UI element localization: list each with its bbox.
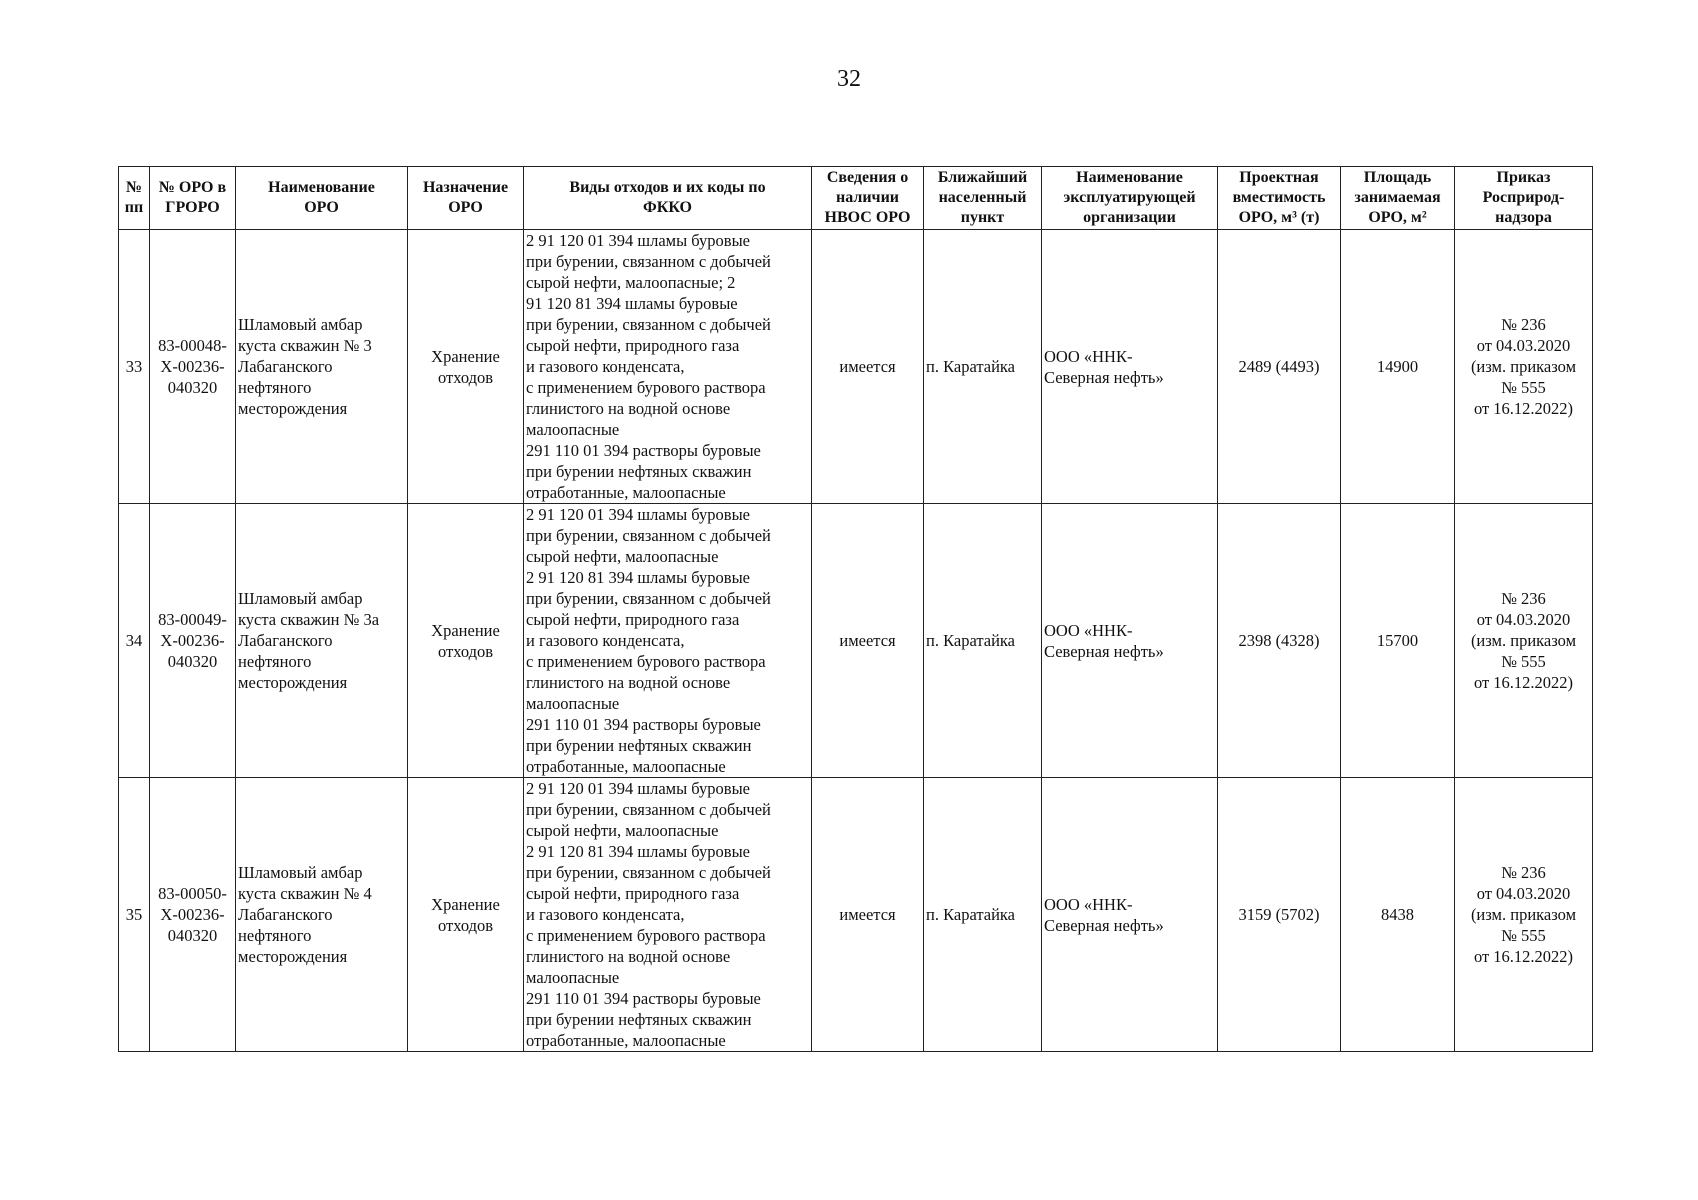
waste-line: с применением бурового раствора	[526, 652, 766, 671]
order-line: от 04.03.2020	[1476, 884, 1571, 903]
purpose-cell	[408, 778, 524, 1052]
table-row	[119, 504, 1593, 778]
waste-line: глинистого на водной основе	[526, 673, 731, 692]
order-line: № 555	[1501, 652, 1546, 671]
capacity-cell	[1218, 230, 1341, 504]
order-line: № 555	[1501, 926, 1546, 945]
row-number-cell	[119, 230, 150, 504]
area-text: 8438	[1381, 905, 1414, 924]
header-cell: Приказ Росприрод- надзора	[1455, 167, 1593, 230]
waste-line: и газового конденсата,	[526, 631, 685, 650]
area-text: 15700	[1376, 631, 1419, 650]
header-cell: № ОРО в ГРОРО	[150, 167, 236, 230]
order-line: от 04.03.2020	[1476, 610, 1571, 629]
waste-types-cell	[524, 230, 812, 504]
waste-line: глинистого на водной основе	[526, 947, 731, 966]
header-cell: Назначение ОРО	[408, 167, 524, 230]
purpose-line: Хранение	[431, 894, 500, 914]
area-cell	[1341, 778, 1455, 1052]
waste-line: сырой нефти, малоопасные; 2	[526, 273, 736, 292]
waste-line: глинистого на водной основе	[526, 399, 731, 418]
settlement-cell	[924, 504, 1042, 778]
name-line: Шламовый амбар	[238, 863, 363, 882]
waste-line: сырой нефти, природного газа	[526, 884, 740, 903]
order-line: № 236	[1501, 863, 1546, 882]
waste-line: при бурении, связанном с добычей	[526, 526, 771, 545]
organization-cell	[1042, 778, 1218, 1052]
purpose-line: отходов	[437, 915, 494, 935]
waste-line: и газового конденсата,	[526, 357, 685, 376]
organization-line: Северная нефть»	[1044, 915, 1164, 935]
header-cell: Наименование ОРО	[236, 167, 408, 230]
header-cell: Сведения о наличии НВОС ОРО	[812, 167, 924, 230]
order-line: от 16.12.2022)	[1473, 947, 1574, 966]
name-line: месторождения	[238, 673, 348, 692]
nvos-cell	[812, 230, 924, 504]
header-cell: Ближайший населенный пункт	[924, 167, 1042, 230]
waste-line: 2 91 120 81 394 шламы буровые	[526, 568, 751, 587]
waste-line: при бурении, связанном с добычей	[526, 589, 771, 608]
waste-line: с применением бурового раствора	[526, 378, 766, 397]
nvos-cell	[812, 778, 924, 1052]
purpose-line: отходов	[437, 641, 494, 661]
order-cell	[1455, 230, 1593, 504]
facility-name-cell	[236, 230, 408, 504]
area-cell	[1341, 230, 1455, 504]
waste-line: сырой нефти, природного газа	[526, 610, 740, 629]
waste-line: при бурении, связанном с добычей	[526, 315, 771, 334]
name-line: месторождения	[238, 947, 348, 966]
groro-line: 040320	[167, 378, 218, 397]
groro-line: 040320	[167, 926, 218, 945]
page-number: 32	[837, 66, 861, 92]
settlement-text: п. Каратайка	[926, 357, 1015, 376]
name-line: Шламовый амбар	[238, 315, 363, 334]
groro-line: Х-00236-	[160, 357, 225, 376]
name-line: куста скважин № 3а	[238, 610, 380, 629]
settlement-cell	[924, 778, 1042, 1052]
order-line: № 236	[1501, 589, 1546, 608]
table-header-row	[119, 167, 1593, 230]
groro-line: 83-00050-	[158, 884, 227, 903]
name-line: Шламовый амбар	[238, 589, 363, 608]
purpose-line: Хранение	[431, 346, 500, 366]
waste-line: 291 110 01 394 растворы буровые	[526, 441, 761, 460]
groro-line: 040320	[167, 652, 218, 671]
organization-line: ООО «ННК-	[1044, 894, 1133, 914]
settlement-text: п. Каратайка	[926, 631, 1015, 650]
capacity-text: 2489 (4493)	[1238, 357, 1320, 376]
num-text: 34	[125, 631, 143, 650]
num-text: 33	[125, 357, 143, 376]
organization-cell	[1042, 230, 1218, 504]
organization-cell	[1042, 504, 1218, 778]
name-line: Лабаганского	[238, 631, 333, 650]
header-cell: Площадь занимаемая ОРО, м²	[1341, 167, 1455, 230]
order-line: (изм. приказом	[1470, 631, 1577, 650]
header-cell: № пп	[119, 167, 150, 230]
order-cell	[1455, 504, 1593, 778]
order-line: (изм. приказом	[1470, 357, 1577, 376]
waste-line: сырой нефти, малоопасные	[526, 821, 719, 840]
capacity-cell	[1218, 778, 1341, 1052]
name-line: куста скважин № 4	[238, 884, 372, 903]
waste-line: при бурении, связанном с добычей	[526, 800, 771, 819]
purpose-cell	[408, 230, 524, 504]
order-line: от 16.12.2022)	[1473, 399, 1574, 418]
waste-line: 2 91 120 01 394 шламы буровые	[526, 231, 751, 250]
waste-line: сырой нефти, природного газа	[526, 336, 740, 355]
name-line: нефтяного	[238, 652, 312, 671]
name-line: Лабаганского	[238, 357, 333, 376]
row-number-cell	[119, 504, 150, 778]
capacity-text: 3159 (5702)	[1238, 905, 1320, 924]
nvos-text: имеется	[839, 357, 896, 376]
table-row	[119, 778, 1593, 1052]
waste-line: 2 91 120 81 394 шламы буровые	[526, 842, 751, 861]
nvos-cell	[812, 504, 924, 778]
name-line: нефтяного	[238, 926, 312, 945]
order-line: от 16.12.2022)	[1473, 673, 1574, 692]
waste-line: отработанные, малоопасные	[526, 1031, 726, 1050]
order-line: (изм. приказом	[1470, 905, 1577, 924]
capacity-cell	[1218, 504, 1341, 778]
waste-line: сырой нефти, малоопасные	[526, 547, 719, 566]
name-line: месторождения	[238, 399, 348, 418]
groro-line: 83-00049-	[158, 610, 227, 629]
organization-line: Северная нефть»	[1044, 367, 1164, 387]
header-cell: Наименование эксплуатирующей организации	[1042, 167, 1218, 230]
waste-line: при бурении нефтяных скважин	[526, 736, 752, 755]
name-line: нефтяного	[238, 378, 312, 397]
facility-name-cell	[236, 504, 408, 778]
waste-types-cell	[524, 778, 812, 1052]
settlement-text: п. Каратайка	[926, 905, 1015, 924]
waste-line: отработанные, малоопасные	[526, 483, 726, 502]
waste-types-cell	[524, 504, 812, 778]
waste-line: 2 91 120 01 394 шламы буровые	[526, 779, 751, 798]
purpose-line: отходов	[437, 367, 494, 387]
organization-line: Северная нефть»	[1044, 641, 1164, 661]
table-body	[119, 230, 1593, 1052]
waste-line: при бурении нефтяных скважин	[526, 1010, 752, 1029]
settlement-cell	[924, 230, 1042, 504]
order-cell	[1455, 778, 1593, 1052]
waste-line: 291 110 01 394 растворы буровые	[526, 989, 761, 1008]
waste-line: при бурении нефтяных скважин	[526, 462, 752, 481]
groro-number-cell	[150, 778, 236, 1052]
waste-line: при бурении, связанном с добычей	[526, 863, 771, 882]
organization-line: ООО «ННК-	[1044, 620, 1133, 640]
order-line: № 555	[1501, 378, 1546, 397]
waste-line: и газового конденсата,	[526, 905, 685, 924]
table-row	[119, 230, 1593, 504]
header-cell: Виды отходов и их коды по ФККО	[524, 167, 812, 230]
facility-name-cell	[236, 778, 408, 1052]
nvos-text: имеется	[839, 631, 896, 650]
waste-line: 291 110 01 394 растворы буровые	[526, 715, 761, 734]
purpose-cell	[408, 504, 524, 778]
waste-line: малоопасные	[526, 968, 620, 987]
row-number-cell	[119, 778, 150, 1052]
waste-line: с применением бурового раствора	[526, 926, 766, 945]
name-line: куста скважин № 3	[238, 336, 372, 355]
capacity-text: 2398 (4328)	[1238, 631, 1320, 650]
header-cell: Проектная вместимость ОРО, м³ (т)	[1218, 167, 1341, 230]
waste-facility-table	[118, 166, 1593, 1052]
waste-line: 2 91 120 01 394 шламы буровые	[526, 505, 751, 524]
order-line: № 236	[1501, 315, 1546, 334]
groro-line: 83-00048-	[158, 336, 227, 355]
waste-line: при бурении, связанном с добычей	[526, 252, 771, 271]
groro-line: Х-00236-	[160, 905, 225, 924]
nvos-text: имеется	[839, 905, 896, 924]
num-text: 35	[125, 905, 143, 924]
groro-line: Х-00236-	[160, 631, 225, 650]
waste-line: 91 120 81 394 шламы буровые	[526, 294, 738, 313]
groro-number-cell	[150, 504, 236, 778]
organization-line: ООО «ННК-	[1044, 346, 1133, 366]
name-line: Лабаганского	[238, 905, 333, 924]
waste-line: отработанные, малоопасные	[526, 757, 726, 776]
groro-number-cell	[150, 230, 236, 504]
area-cell	[1341, 504, 1455, 778]
waste-line: малоопасные	[526, 420, 620, 439]
order-line: от 04.03.2020	[1476, 336, 1571, 355]
area-text: 14900	[1376, 357, 1419, 376]
purpose-line: Хранение	[431, 620, 500, 640]
waste-line: малоопасные	[526, 694, 620, 713]
